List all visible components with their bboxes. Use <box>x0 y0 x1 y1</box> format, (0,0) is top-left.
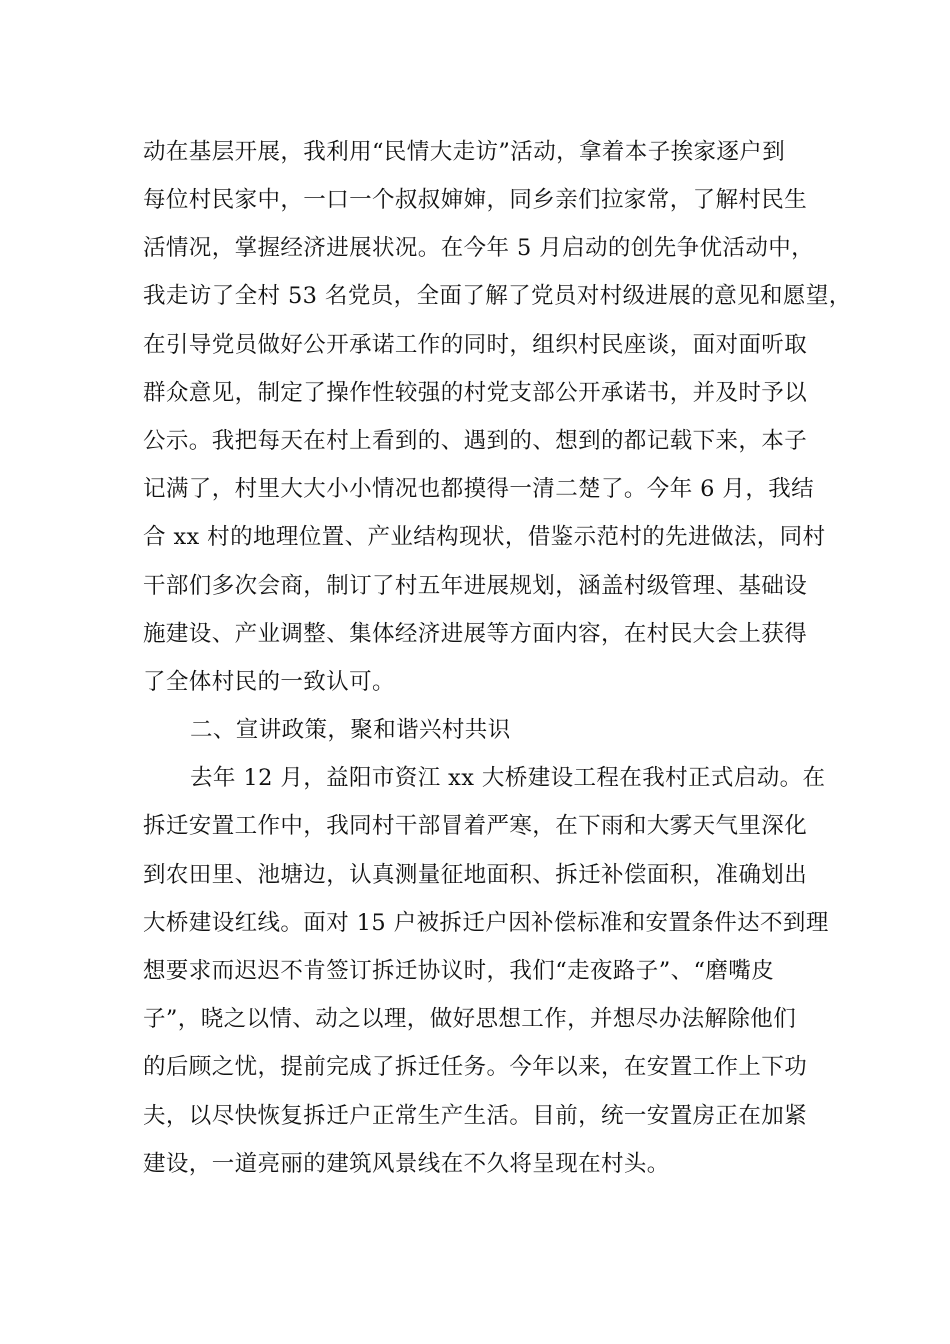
paragraph-line: 活情况，掌握经济进展状况。在今年 5 月启动的创先争优活动中， <box>143 235 815 261</box>
paragraph-line: 夫，以尽快恢复拆迁户正常生产生活。目前，统一安置房正在加紧 <box>143 1103 808 1129</box>
paragraph-line: 拆迁安置工作中，我同村干部冒着严寒，在下雨和大雾天气里深化 <box>143 813 808 839</box>
paragraph-line: 施建设、产业调整、集体经济进展等方面内容，在村民大会上获得 <box>143 621 808 647</box>
paragraph-line: 想要求而迟迟不肯签订拆迁协议时，我们“走夜路子”、“磨嘴皮 <box>143 958 775 984</box>
paragraph-line: 大桥建设红线。面对 15 户被拆迁户因补偿标准和安置条件达不到理 <box>143 910 829 936</box>
paragraph-line: 我走访了全村 53 名党员，全面了解了党员对村级进展的意见和愿望， <box>143 283 852 309</box>
paragraph-line: 合 xx 村的地理位置、产业结构现状，借鉴示范村的先进做法，同村 <box>143 524 826 550</box>
paragraph-line: 每位村民家中，一口一个叔叔婶婶，同乡亲们拉家常，了解村民生 <box>143 187 808 213</box>
paragraph-line: 去年 12 月，益阳市资江 xx 大桥建设工程在我村正式启动。在 <box>190 765 826 791</box>
paragraph-line: 子”，晓之以情、动之以理，做好思想工作，并想尽办法解除他们 <box>143 1006 797 1032</box>
section-heading: 二、宣讲政策，聚和谐兴村共识 <box>190 717 511 743</box>
paragraph-line: 建设，一道亮丽的建筑风景线在不久将呈现在村头。 <box>143 1151 670 1177</box>
paragraph-line: 在引导党员做好公开承诺工作的同时，组织村民座谈，面对面听取 <box>143 332 808 358</box>
paragraph-line: 干部们多次会商，制订了村五年进展规划，涵盖村级管理、基础设 <box>143 573 808 599</box>
paragraph-line: 公示。我把每天在村上看到的、遇到的、想到的都记载下来，本子 <box>143 428 808 454</box>
paragraph-line: 的后顾之忧，提前完成了拆迁任务。今年以来，在安置工作上下功 <box>143 1054 808 1080</box>
paragraph-line: 记满了，村里大大小小情况也都摸得一清二楚了。今年 6 月，我结 <box>143 476 815 502</box>
paragraph-line: 动在基层开展，我利用“民情大走访”活动，拿着本子挨家逐户到 <box>143 139 786 165</box>
paragraph-line: 群众意见，制定了操作性较强的村党支部公开承诺书，并及时予以 <box>143 380 808 406</box>
paragraph-line: 了全体村民的一致认可。 <box>143 669 395 695</box>
paragraph-line: 到农田里、池塘边，认真测量征地面积、拆迁补偿面积，准确划出 <box>143 862 808 888</box>
